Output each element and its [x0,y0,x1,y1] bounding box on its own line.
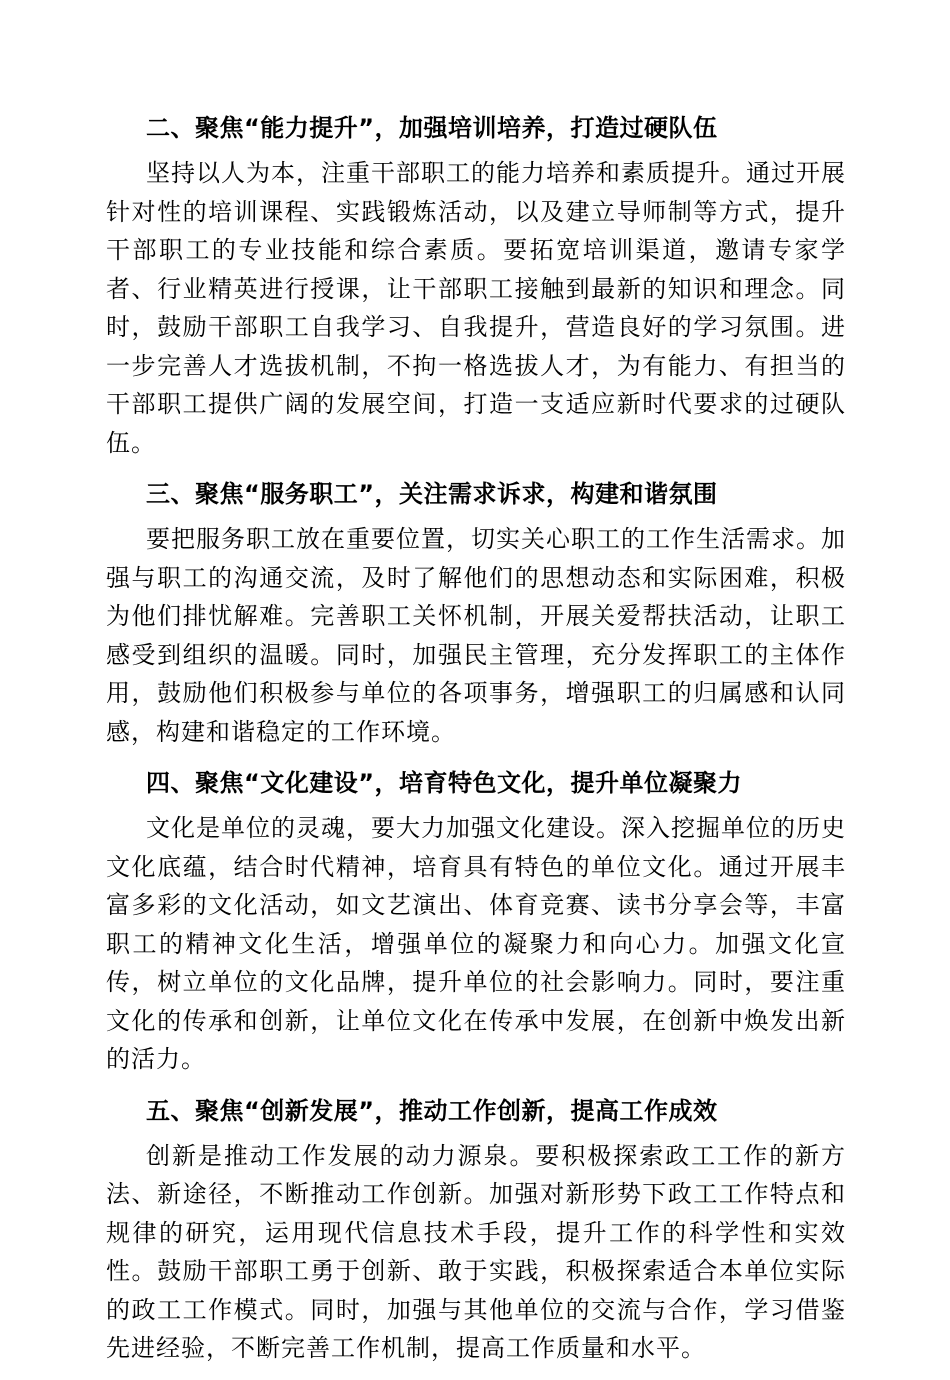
section-heading: 四、聚焦“文化建设”，培育特色文化，提升单位凝聚力 [146,769,743,797]
section-capability-improvement [106,108,846,462]
section-culture-building [106,763,846,1079]
section-heading: 二、聚焦“能力提升”，加强培训培养，打造过硬队伍 [146,114,718,142]
section-paragraph: 创新是推动工作发展的动力源泉。要积极探索政工工作的新方法、新途径，不断推动工作创新。加强对新形势下政工工作特点和规律的研究，运用现代信息技术手段，提升工作的科学性和实效性。鼓励干部职工勇于创新、敢于实践，积极探索适合本单位实际的政工工作模式。同时，加强与其他单位的交流与合作，学习借鉴先进经验，不断完善工作机制，提高工作质量和水平。 [106,1141,846,1362]
section-paragraph: 坚持以人为本，注重干部职工的能力培养和素质提升。通过开展针对性的培训课程、实践锻炼活动，以及建立导师制等方式，提升干部职工的专业技能和综合素质。要拓宽培训渠道，邀请专家学者、行业精英进行授课，让干部职工接触到最新的知识和理念。同时，鼓励干部职工自我学习、自我提升，营造良好的学习氛围。进一步完善人才选拔机制，不拘一格选拔人才，为有能力、有担当的干部职工提供广阔的发展空间，打造一支适应新时代要求的过硬队伍。 [106,159,846,457]
section-paragraph: 文化是单位的灵魂，要大力加强文化建设。深入挖掘单位的历史文化底蕴，结合时代精神，培育具有特色的单位文化。通过开展丰富多彩的文化活动，如文艺演出、体育竞赛、读书分享会等，丰富职工的精神文化生活，增强单位的凝聚力和向心力。加强文化宣传，树立单位的文化品牌，提升单位的社会影响力。同时，要注重文化的传承和创新，让单位文化在传承中发展，在创新中焕发出新的活力。 [106,814,846,1073]
section-innovation-development [106,1091,846,1368]
section-heading: 五、聚焦“创新发展”，推动工作创新，提高工作成效 [146,1096,718,1125]
document-page [106,108,846,1380]
section-serve-employees [106,474,846,751]
section-heading: 三、聚焦“服务职工”，关注需求诉求，构建和谐氛围 [146,480,718,508]
section-paragraph: 要把服务职工放在重要位置，切实关心职工的工作生活需求。加强与职工的沟通交流，及时了解他们的思想动态和实际困难，积极为他们排忧解难。完善职工关怀机制，开展关爱帮扶活动，让职工感受到组织的温暖。同时，加强民主管理，充分发挥职工的主体作用，鼓励他们积极参与单位的各项事务，增强职工的归属感和认同感，构建和谐稳定的工作环境。 [106,525,846,746]
